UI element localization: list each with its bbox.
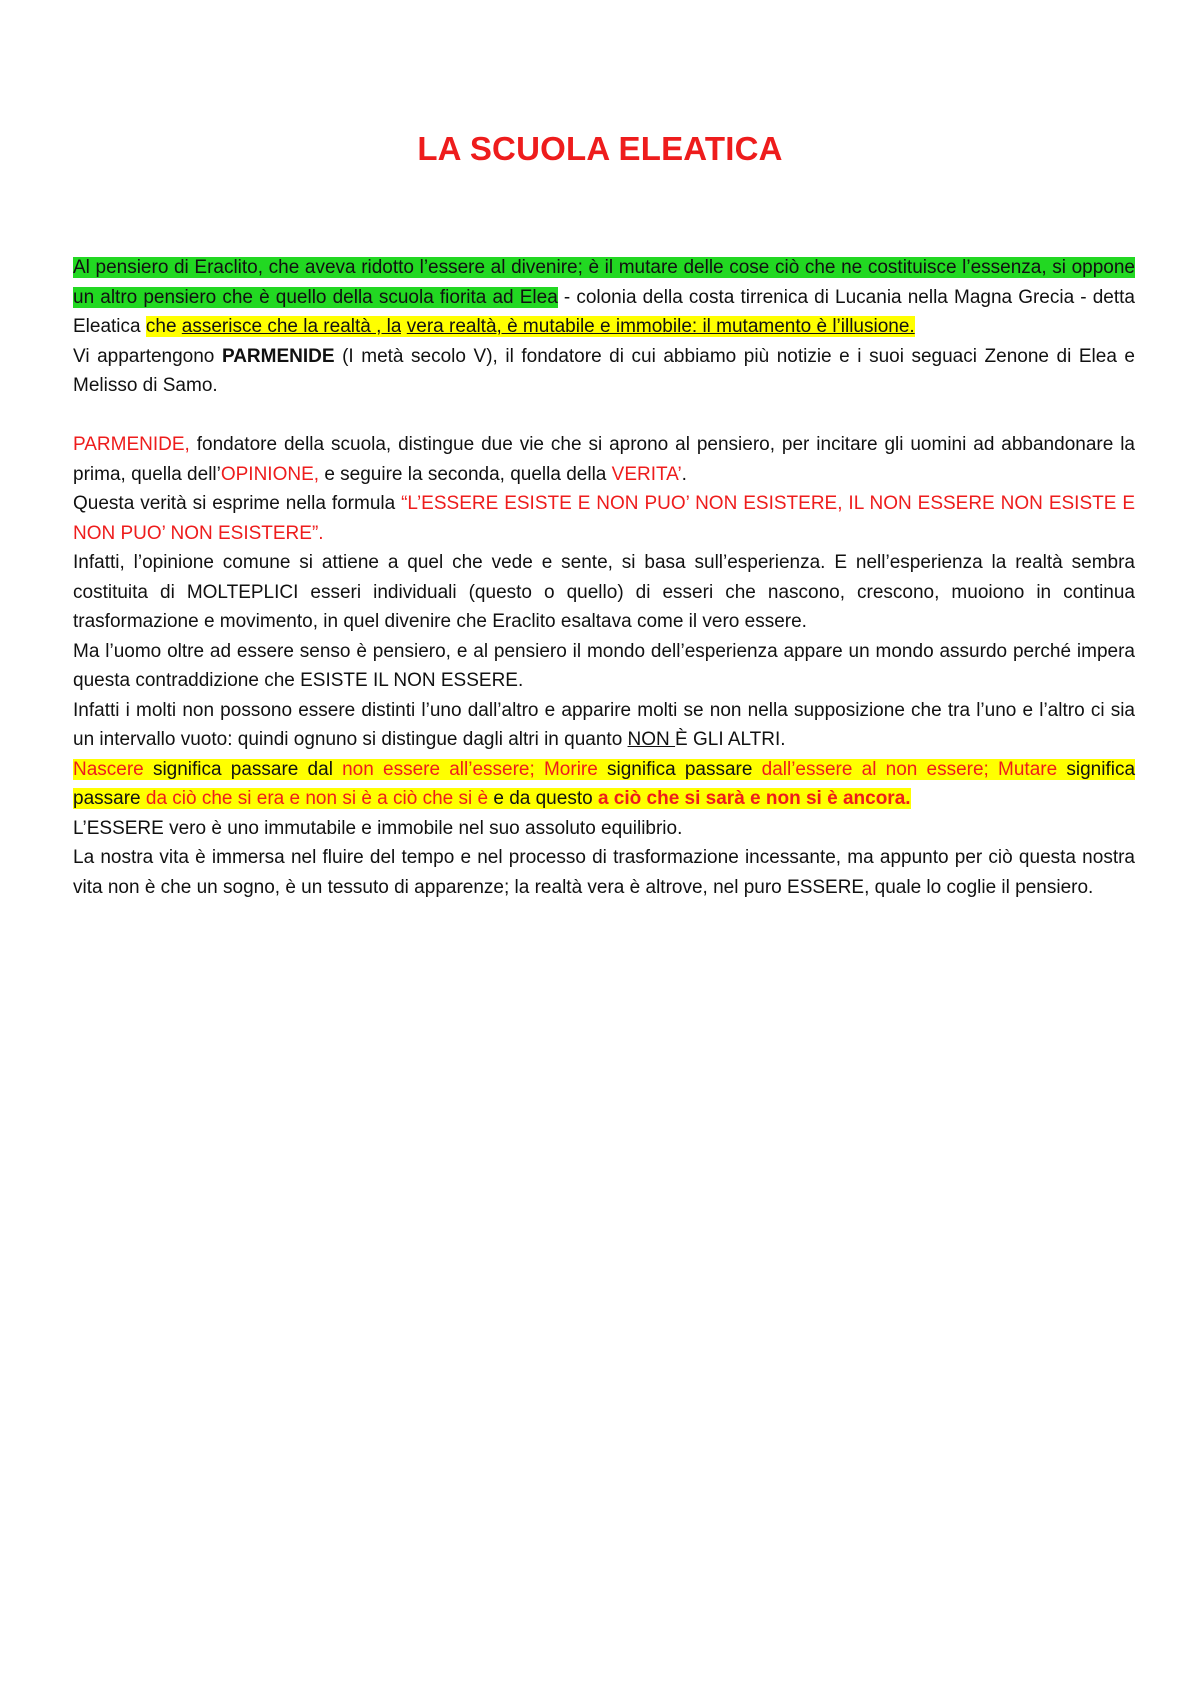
yellow-highlight-text: significa passare	[73, 758, 1136, 809]
underlined-text: NON	[627, 729, 676, 750]
underlined-highlight-text: asserisce che la realtà , la	[181, 316, 402, 337]
paragraph-many	[73, 696, 1135, 755]
paragraph-opinion: Infatti, l’opinione comune si attiene a quel che vede e sente, si basa sull’esperienza. E nell’esperienza la realtà sembra costituita di MOLTEPLICI esseri individuali (questo o quello) di esseri che nascono, crescono, muoiono in continua trasformazione e movimento, in quel divenire che Eraclito esaltava come il vero essere.	[73, 552, 1135, 632]
red-highlight-term: da ciò che si era e non si è a ciò che si è	[145, 788, 489, 809]
paragraph-thought: Ma l’uomo oltre ad essere senso è pensiero, e al pensiero il mondo dell’esperienza appare un mondo assurdo perché impera questa contraddizione che ESISTE IL NON ESSERE.	[73, 640, 1135, 691]
text-segment: Vi appartengono	[73, 345, 222, 367]
green-highlight-text: Al pensiero di Eraclito, che aveva ridotto l’essere al divenire; è il mutare delle cose ciò che ne costituisce l’essenza, si oppone un altro pensiero che è quello della scuola fiorita ad Elea	[73, 257, 1135, 308]
red-highlight-term: ;	[529, 758, 544, 780]
red-highlight-term: Mutare	[998, 758, 1058, 780]
red-highlight-term: ;	[983, 758, 999, 780]
bold-term: PARMENIDE	[221, 345, 335, 367]
text-segment: e seguire la seconda, quella della	[319, 463, 612, 485]
red-term: OPINIONE,	[220, 463, 320, 485]
red-term: VERITA’	[611, 463, 682, 485]
paragraph-life: La nostra vita è immersa nel fluire del tempo e nel processo di trasformazione incessante, ma appunto per ciò questa nostra vita non è che un sogno, è un tessuto di apparenze; la realtà vera è altrove, nel puro ESSERE, quale lo coglie il pensiero.	[73, 847, 1135, 898]
paragraph-intro	[73, 253, 1135, 342]
paragraph-spacer	[73, 401, 1135, 431]
text-segment: Infatti i molti non possono essere distinti l’uno dall’altro e apparire molti se non nella supposizione che tra l’uno e l’altro ci sia un intervallo vuoto: quindi ognuno si distingue dagli altri in quanto	[73, 699, 1135, 750]
text-segment: - colonia della costa tirrenica di Lucania nella Magna Grecia - detta Eleatica	[73, 286, 1135, 337]
text-segment: Questa verità si esprime nella formula	[73, 493, 402, 514]
paragraph-parmenide	[73, 430, 1135, 489]
yellow-highlight-text	[401, 316, 406, 337]
red-highlight-term: Nascere	[73, 758, 144, 780]
red-formula: “L’ESSERE ESISTE E NON PUO’ NON ESISTERE, IL NON ESSERE NON ESISTE E NON PUO’ NON ESISTERE”.	[73, 493, 1135, 544]
yellow-highlight-text: significa passare	[597, 758, 762, 780]
paragraph-being: L’ESSERE vero è uno immutabile e immobile nel suo assoluto equilibrio.	[73, 817, 683, 839]
text-segment: fondatore della scuola, distingue due vie che si aprono al pensiero, per incitare gli uomini ad abbandonare la prima, quella dell’	[73, 434, 1135, 485]
paragraph-members	[73, 342, 1135, 401]
document-title: LA SCUOLA ELEATICA	[417, 130, 783, 168]
red-highlight-term: dall’essere al non essere	[761, 758, 984, 780]
red-highlight-term: non essere all’essere	[342, 758, 530, 780]
yellow-highlight-text: significa passare dal	[143, 758, 343, 780]
text-segment: È GLI ALTRI.	[675, 729, 786, 750]
yellow-highlight-text: che	[145, 316, 182, 337]
underlined-highlight-text: vera realtà, è mutabile e immobile: il mutamento è l’illusione.	[406, 316, 915, 337]
red-term: PARMENIDE,	[73, 434, 190, 455]
red-highlight-term: a ciò che si sarà e non si è ancora.	[597, 788, 911, 809]
paragraph-change	[73, 755, 1135, 814]
text-segment: (I metà secolo V), il fondatore di cui abbiamo più notizie e i suoi seguaci Zenone di Elea e Melisso di Samo.	[73, 345, 1135, 396]
document-body	[73, 253, 1135, 902]
text-segment: .	[681, 463, 687, 485]
paragraph-formula	[73, 489, 1135, 548]
red-highlight-term: Morire	[543, 758, 598, 780]
yellow-highlight-text: e da questo	[488, 788, 598, 809]
